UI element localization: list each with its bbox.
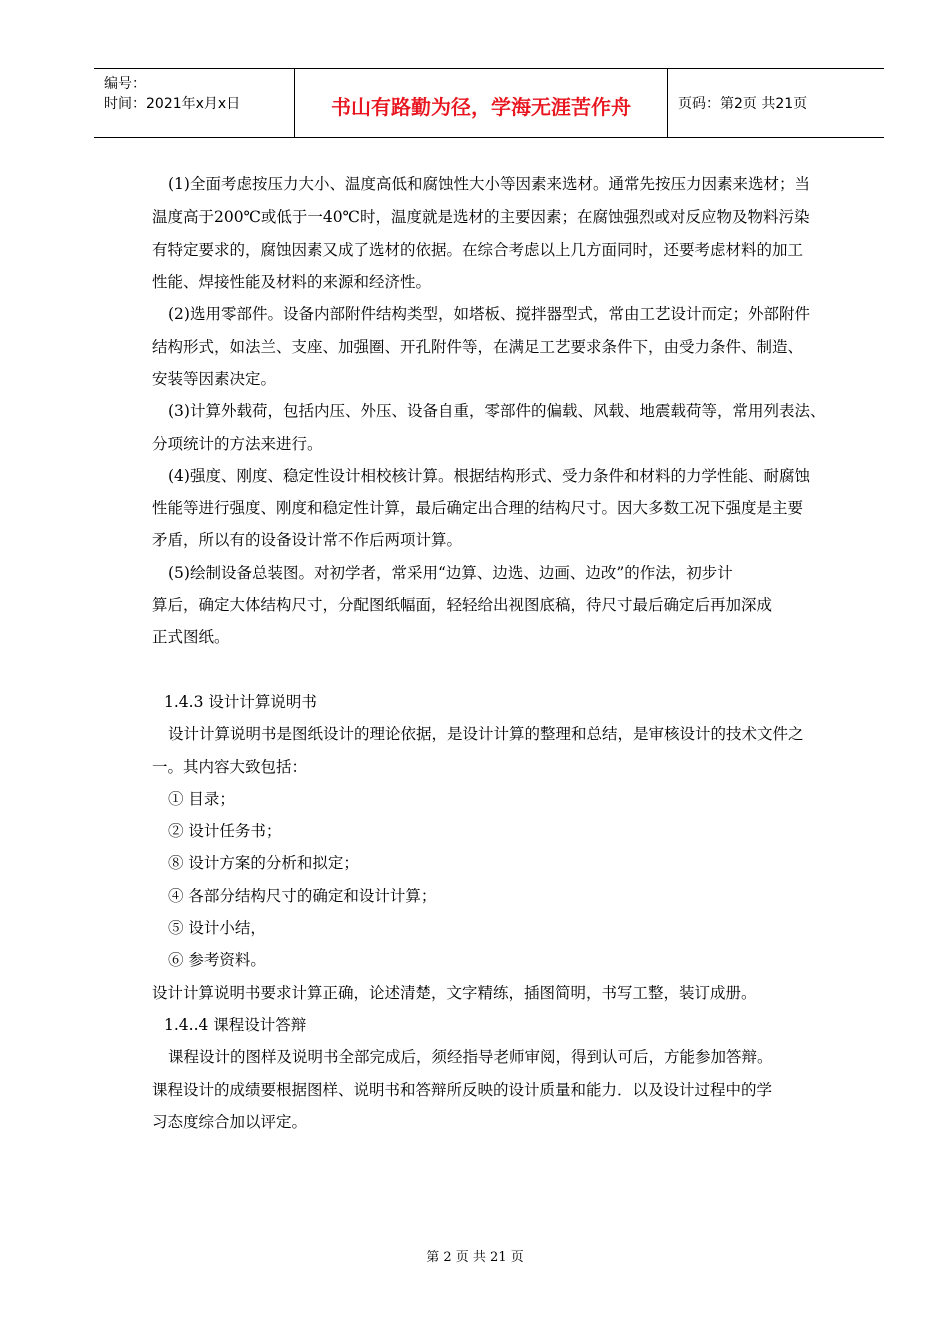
page-code: 页码：第2页 共21页	[678, 96, 808, 112]
list-item: ⑤ 设计小结，	[168, 919, 266, 937]
page-footer: 第 2 页 共 21 页	[426, 1250, 524, 1265]
list-item: ② 设计任务书；	[168, 822, 282, 840]
body-line: 安装等因素决定。	[152, 370, 277, 388]
body-line: 课程设计的成绩要根据图样、说明书和答辩所反映的设计质量和能力．以及设计过程中的学	[152, 1081, 773, 1099]
body-line: 算后，确定大体结构尺寸，分配图纸幅面，轻轻给出视图底稿，待尺寸最后确定后再加深成	[152, 596, 773, 614]
body-line: (5)绘制设备总装图。对初学者，常采用“边算、边选、边画、边改”的作法，初步计	[168, 564, 733, 582]
header-motto-cell	[295, 69, 668, 137]
body-line: 性能等进行强度、刚度和稳定性计算，最后确定出合理的结构尺寸。因大多数工况下强度是主要	[152, 499, 804, 517]
body-line: 分项统计的方法来进行。	[152, 435, 323, 453]
time-label: 时间：2021年x月x日	[104, 96, 241, 112]
body-line: 矛盾，所以有的设备设计常不作后两项计算。	[152, 531, 463, 549]
body-line: (4)强度、刚度、稳定性设计相校核计算。根据结构形式、受力条件和材料的力学性能、耐腐蚀	[168, 467, 810, 485]
body-line: 性能、焊接性能及材料的来源和经济性。	[152, 273, 432, 291]
section-heading: 1.4..4 课程设计答辩	[164, 1016, 307, 1034]
header-page-cell	[668, 69, 884, 137]
serial-label: 编号：	[104, 76, 146, 92]
body-line: 正式图纸。	[152, 628, 230, 646]
body-line: 温度高于200℃或低于一40℃时，温度就是选材的主要因素；在腐蚀强烈或对反应物及物料污染	[152, 208, 810, 226]
section-heading: 1.4.3 设计计算说明书	[164, 693, 317, 711]
list-item: ⑥ 参考资料。	[168, 951, 266, 969]
body-line: 设计计算说明书是图纸设计的理论依据，是设计计算的整理和总结，是审核设计的技术文件之	[168, 725, 804, 743]
body-line: 课程设计的图样及说明书全部完成后，须经指导老师审阅，得到认可后，方能参加答辩。	[168, 1048, 773, 1066]
body-line: 设计计算说明书要求计算正确，论述清楚，文字精练，插图简明，书写工整，装订成册。	[152, 984, 757, 1002]
body-line: (2)选用零部件。设备内部附件结构类型，如塔板、搅拌器型式，常由工艺设计而定；外部附件	[168, 305, 810, 323]
list-item: ④ 各部分结构尺寸的确定和设计计算；	[168, 887, 437, 905]
body-line: 有特定要求的，腐蚀因素又成了选材的依据。在综合考虑以上几方面同时，还要考虑材料的加工	[152, 241, 804, 259]
page-header	[94, 68, 884, 138]
list-item: ⑧ 设计方案的分析和拟定；	[168, 854, 359, 872]
header-info-cell	[94, 69, 295, 137]
body-line: 结构形式，如法兰、支座、加强圈、开孔附件等，在满足工艺要求条件下，由受力条件、制造、	[152, 338, 804, 356]
body-line: 习态度综合加以评定。	[152, 1113, 308, 1131]
list-item: ① 目录；	[168, 790, 235, 808]
motto-text: 书山有路勤为径，学海无涯苦作舟	[331, 95, 631, 119]
body-line: 一。其内容大致包括：	[152, 758, 308, 776]
body-line: (3)计算外载荷，包括内压、外压、设备自重，零部件的偏载、风载、地震载荷等，常用列表法、	[168, 402, 826, 420]
body-line: (1)全面考虑按压力大小、温度高低和腐蚀性大小等因素来选材。通常先按压力因素来选材；当	[168, 175, 810, 193]
